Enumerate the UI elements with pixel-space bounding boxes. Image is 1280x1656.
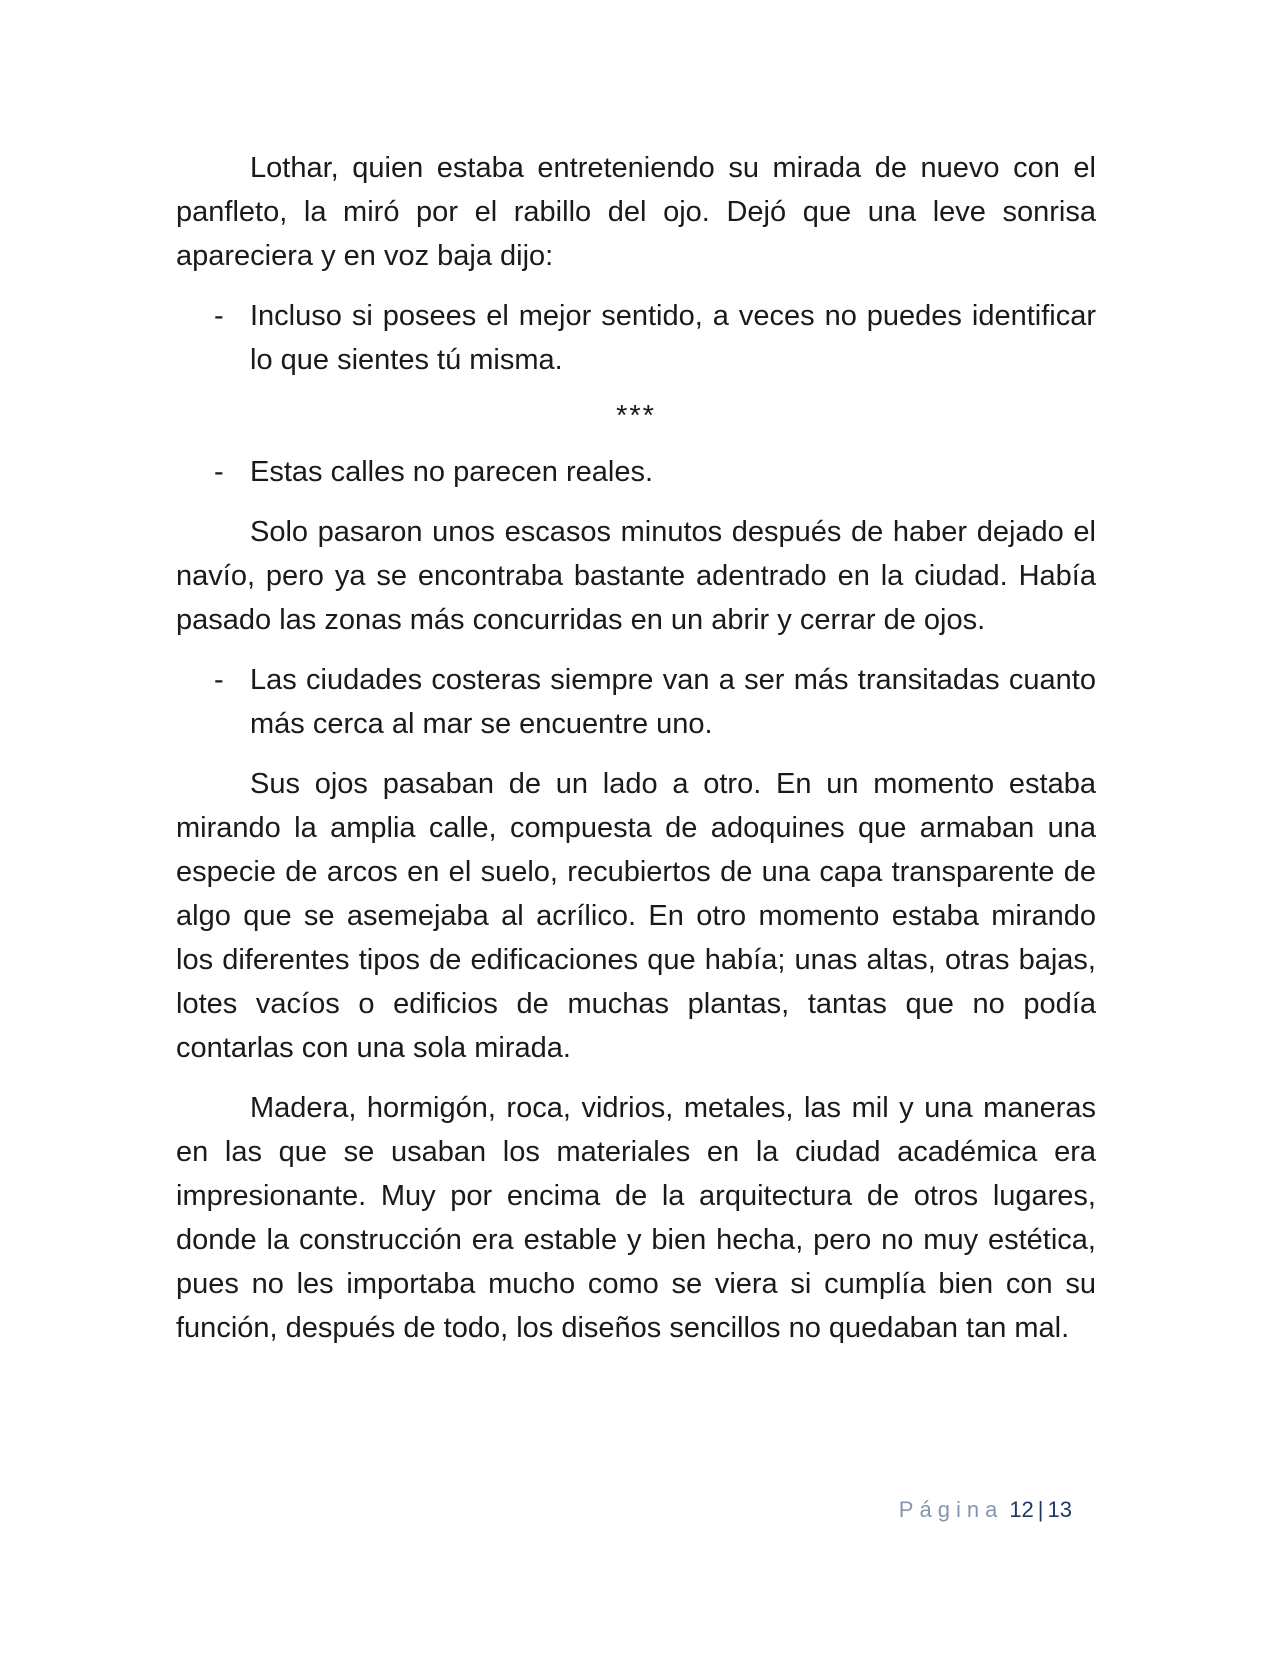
current-page-number: 12 bbox=[1009, 1497, 1034, 1522]
paragraph: Madera, hormigón, roca, vidrios, metales, las mil y una maneras en las que se usaban los materiales en la ciudad académica era impresionante. Muy por encima de la arquitectura de otros lugares, donde la construcción era estable y bien hecha, pero no muy estética, pues no les importaba mucho como se viera si cumplía bien con su función, después de todo, los diseños sencillos no quedaban tan mal. bbox=[176, 1092, 1096, 1344]
dialogue-dash: - bbox=[214, 456, 224, 488]
total-pages-number: 13 bbox=[1047, 1497, 1072, 1522]
page-separator: | bbox=[1037, 1497, 1044, 1522]
scene-separator: *** bbox=[616, 400, 656, 432]
dialogue-dash: - bbox=[214, 300, 224, 332]
paragraph: Lothar, quien estaba entreteniendo su mirada de nuevo con el panfleto, la miró por el rabillo del ojo. Dejó que una leve sonrisa apareciera y en voz baja dijo: bbox=[176, 152, 1096, 272]
dialogue-text: Las ciudades costeras siempre van a ser más transitadas cuanto más cerca al mar se encuentre uno. bbox=[250, 664, 1096, 740]
dialogue-dash: - bbox=[214, 664, 224, 696]
paragraph: Solo pasaron unos escasos minutos después de haber dejado el navío, pero ya se encontraba bastante adentrado en la ciudad. Había pasado las zonas más concurridas en un abrir y cerrar de ojos. bbox=[176, 516, 1096, 636]
page-label: Página bbox=[898, 1497, 1004, 1522]
dialogue-line bbox=[176, 294, 1096, 382]
page-footer bbox=[899, 1495, 1072, 1525]
dialogue-line bbox=[176, 450, 1096, 494]
paragraph: Sus ojos pasaban de un lado a otro. En un momento estaba mirando la amplia calle, compuesta de adoquines que armaban una especie de arcos en el suelo, recubiertos de una capa transparente de algo que se asemejaba al acrílico. En otro momento estaba mirando los diferentes tipos de edificaciones que había; unas altas, otras bajas, lotes vacíos o edificios de muchas plantas, tantas que no podía contarlas con una sola mirada. bbox=[176, 768, 1096, 1064]
dialogue-text: Incluso si posees el mejor sentido, a veces no puedes identificar lo que sientes tú misma. bbox=[250, 300, 1096, 376]
document-page bbox=[176, 146, 1096, 1366]
dialogue-line bbox=[176, 658, 1096, 746]
dialogue-text: Estas calles no parecen reales. bbox=[250, 456, 653, 488]
